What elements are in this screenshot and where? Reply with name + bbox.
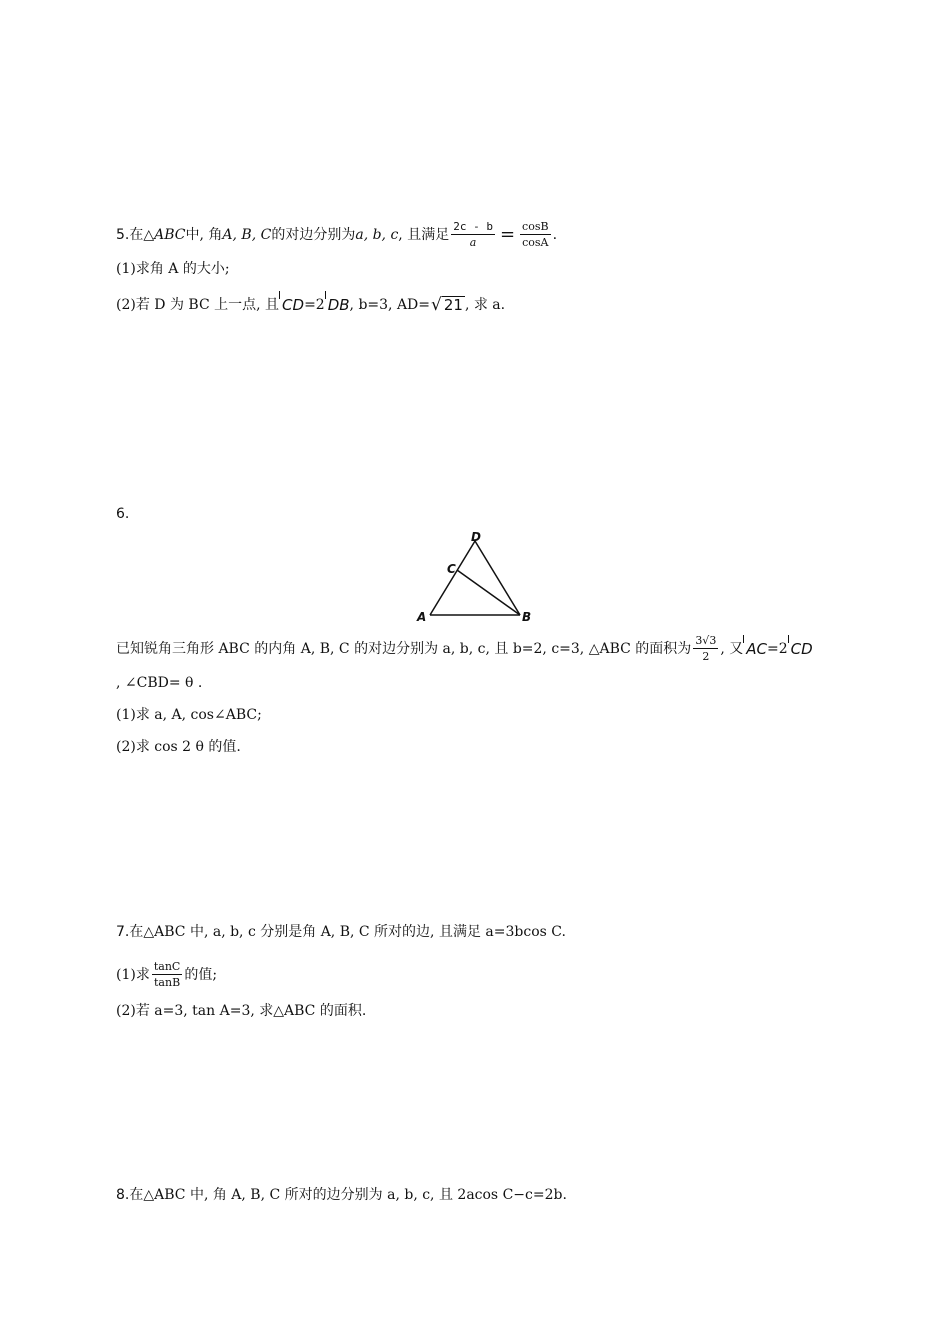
q6-segment-db [475,541,520,615]
q5-rhs-fraction [520,220,551,249]
q8-stem [116,1185,567,1205]
q5-sqrt-arg: 21 [443,296,463,314]
q6-label-a: A [417,610,427,624]
q5-part1: (1)求角 A 的大小; [116,261,230,277]
q5-text-a: 在△ [129,226,155,243]
q5-period: . [552,226,558,243]
q6-vector-cd: CD [788,639,813,659]
q5-vector-cd: CD [279,295,304,315]
q5-part2-eq: =2 [304,297,325,313]
q5-lhs-numerator: 2c - b [453,220,493,233]
q6-segment-cb [457,570,520,615]
q6-label-d: D [471,530,481,544]
q7-part2: (2)若 a=3, tan A=3, 求△ABC 的面积. [116,1003,367,1019]
q6-stem-text-a: 已知锐角三角形 ABC 的内角 A, B, C 的对边分别为 a, b, c, 且 b=2, c=3, △ABC 的面积为 [116,640,692,657]
q6-triangle-figure [410,528,540,628]
q5-part2-text-b: , b=3, AD= [349,297,431,313]
q6-part2: (2)求 cos 2 θ 的值. [116,739,241,755]
q5-text-b: 中, 角 [185,226,223,243]
q5-part2 [116,295,505,315]
q5-part2-text-c: , 求 a. [464,297,506,313]
q7-tan-denominator: tanB [154,976,181,989]
q6-stem-eq: =2 [766,640,788,657]
q5-rhs-numerator: cosB [522,220,549,233]
q5-number: 5. [116,226,130,243]
q8-stem-text: 在△ABC 中, 角 A, B, C 所对的边分别为 a, b, c, 且 2acos C−c=2b. [129,1187,567,1203]
q5-angles: A, B, C [222,226,272,243]
q6-area-numerator: 3√3 [695,634,717,647]
q5-rhs-denominator: cosA [522,236,549,249]
q6-label-b: B [522,610,532,624]
q5-vector-db: DB [325,295,350,315]
q7-part1-text-b: 的值; [184,966,218,983]
q6-area-fraction [693,634,718,663]
q6-label-c: C [447,562,456,576]
q5-lhs-fraction [451,220,495,249]
q5-text-d: , 且满足 [398,226,450,243]
q8-number: 8. [116,1187,130,1203]
q6-stem-c: , ∠CBD= θ . [116,675,203,691]
q5-sqrt [431,296,465,314]
q6-vector-ac: AC [743,639,767,659]
q6-number-text: 6. [116,506,130,522]
q5-triangle-name: ABC [154,226,186,243]
q6-number [116,504,129,524]
q5-lhs-denominator: a [469,236,477,249]
q6-stem-text-b: , 又 [720,640,744,657]
q6-stem [116,634,813,663]
q7-part1 [116,960,217,989]
q6-part1: (1)求 a, A, cos∠ABC; [116,707,262,723]
q5-sides: a, b, c [355,226,399,243]
q7-part1-text-a: (1)求 [116,966,150,983]
q5-part2-text-a: (2)若 D 为 BC 上一点, 且 [116,297,280,313]
q5-equals: = [499,223,516,245]
q7-tan-numerator: tanC [153,960,181,973]
q5-text-c: 的对边分别为 [271,226,356,243]
q7-tan-fraction [152,960,182,989]
q6-area-denominator: 2 [702,650,710,663]
q7-stem-text: 在△ABC 中, a, b, c 分别是角 A, B, C 所对的边, 且满足 a=3bcos C. [129,924,566,940]
q5-stem [116,220,557,249]
sqrt-radical-icon: √ [431,295,442,315]
q7-number: 7. [116,924,130,940]
q7-stem [116,922,566,942]
